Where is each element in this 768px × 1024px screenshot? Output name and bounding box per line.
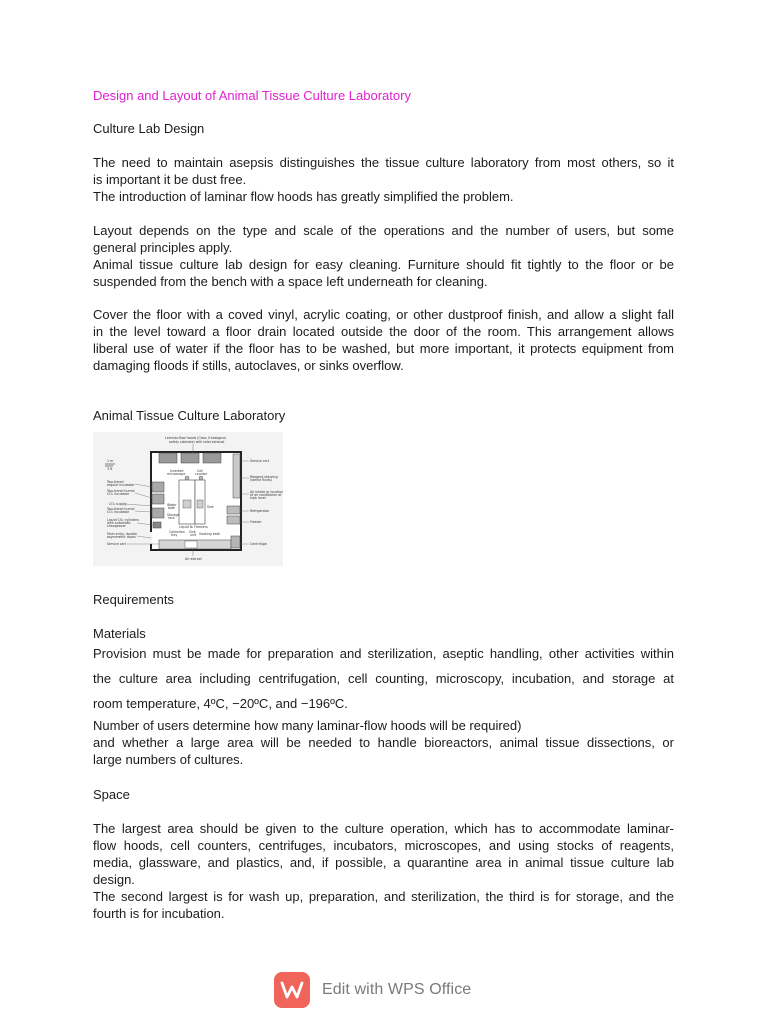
diagram-label: Air intake or location [250,490,283,494]
paragraph-line: design. [93,872,135,887]
diagram-label: Sink [189,530,196,534]
diagram-label: Inverted [170,469,184,473]
paragraph-line: fourth is for incubation. [93,906,225,921]
paragraph-line: flow hoods, cell counters, centrifuges, incubators, microscopes, and using stocks of reagents, [93,838,674,853]
paragraph-line: liberal use of water if the floor has to be washed, but more important, it protects equipment from [93,341,674,356]
diagram-label: unit [190,533,197,537]
diagram-label: CO₂ incubator [107,510,130,514]
diagram-label: Liquid N₂ Freezers [179,525,208,529]
wps-watermark-text: Edit with WPS Office [322,981,472,998]
diagram-label-top: Laminar-flow hoods (Class II biological [165,436,226,440]
diagram-label: Refrigerator [250,509,270,513]
diagram-label: microscope [167,472,186,476]
paragraph-line: The largest area should be given to the culture operation, which has to accommodate laminar- [93,821,674,836]
diagram-label: Service cart [250,459,270,463]
diagram-label: regular incubator [107,483,135,487]
diagram-label: changeover [107,524,126,528]
paragraph-line: Provision must be made for preparation and sterilization, aseptic handling, other activities within [93,646,674,661]
paragraph-line: the culture area including centrifugation, cell counting, microscopy, incubation, and storage at [93,671,674,686]
diagram-label: of air conditioner at [250,493,282,497]
paragraph-space [93,820,674,922]
section-heading-culture-lab-design: Culture Lab Design [93,121,205,136]
lab-layout-svg [93,432,283,566]
diagram-label: Two-tiered [107,480,124,484]
paragraph-line: The second largest is for wash up, preparation, and sterilization, the third is for storage, and the [93,889,674,904]
lab-layout-diagram [93,432,283,566]
diagram-label: Freezer [250,520,262,524]
section-heading-requirements: Requirements [93,592,174,607]
paragraph-layout [93,222,674,290]
wps-watermark[interactable] [274,972,471,1008]
diagram-label: bath [168,506,176,510]
section-heading-space: Space [93,787,130,802]
paragraph-line: room temperature, 4ºC, −20ºC, and −196ºC. [93,696,348,711]
paragraph-line: general principles apply. [93,240,233,255]
diagram-label: tray [171,533,178,537]
figure-caption: Animal Tissue Culture Laboratory [93,408,286,423]
diagram-label: counter [195,472,208,476]
diagram-label: Reagent shelving [250,475,278,479]
paragraph-line: The need to maintain asepsis distinguishes the tissue culture laboratory from most others, so it [93,155,674,170]
diagram-label: Collection [169,530,185,534]
diagram-label: high level [250,496,266,500]
diagram-label: Air extract [185,557,202,561]
diagram-scale-label: 1 m [107,459,114,463]
diagram-label: asymmetric doors [107,535,136,539]
document-title: Design and Layout of Animal Tissue Culture Laboratory [93,88,411,103]
diagram-label: Two-tiered humid [107,489,135,493]
paragraph-line: Number of users determine how many laminar-flow hoods will be required) [93,718,522,733]
paragraph-floor [93,306,674,374]
diagram-label: (sterile fluids) [250,478,273,482]
paragraph-line: in the level toward a floor drain located outside the door of the room. This arrangement allows [93,324,674,339]
diagram-label: Water [167,503,177,507]
paragraph-materials [93,641,674,716]
diagram-label: Cell [197,469,203,473]
paragraph-line: is important it be dust free. [93,172,247,187]
paragraph-line: Layout depends on the type and scale of the operations and the number of users, but some [93,223,674,238]
diagram-label-top: safety cabinets) with total exhaust [169,440,225,444]
paragraph-line: The introduction of laminar flow hoods has greatly simplified the problem. [93,189,514,204]
diagram-label: Centrifuge [250,542,267,546]
paragraph-line: media, glassware, and plastics, and, if possible, a quarantine area in animal tissue culture lab [93,855,674,870]
diagram-scale-label: 3 ft [107,467,113,471]
paragraph-line: and whether a large area will be needed to handle bioreactors, animal tissue dissections, or [93,735,674,750]
paragraph-users [93,717,674,768]
diagram-label: Liquid CO₂ cylinders [107,518,140,522]
paragraph-line: large numbers of cultures. [93,752,244,767]
paragraph-line: Cover the floor with a coved vinyl, acrylic coating, or other dustproof finish, and allow a slight fall [93,307,674,322]
diagram-label: Sink [207,505,214,509]
paragraph-asepsis [93,154,674,205]
diagram-label: Main entry, double [107,532,137,536]
wps-w-icon [280,980,304,1000]
diagram-label: CO₂ supply [109,502,127,506]
diagram-label: Two-tiered humid [107,507,135,511]
diagram-label: with automatic [107,521,131,525]
paragraph-line: damaging floods if stills, autoclaves, or sinks overflow. [93,358,404,373]
paragraph-line: Animal tissue culture lab design for easy cleaning. Furniture should fit tightly to the floor or be [93,257,674,272]
diagram-label: Soaking bath [199,532,220,536]
diagram-label: Service cart [107,542,127,546]
section-heading-materials: Materials [93,626,146,641]
wps-logo-icon [274,972,310,1008]
diagram-label: CO₂ incubator [107,492,130,496]
diagram-label: rack [168,516,175,520]
paragraph-line: suspended from the bench with a space left underneath for cleaning. [93,274,488,289]
diagram-label: Storage [167,513,180,517]
